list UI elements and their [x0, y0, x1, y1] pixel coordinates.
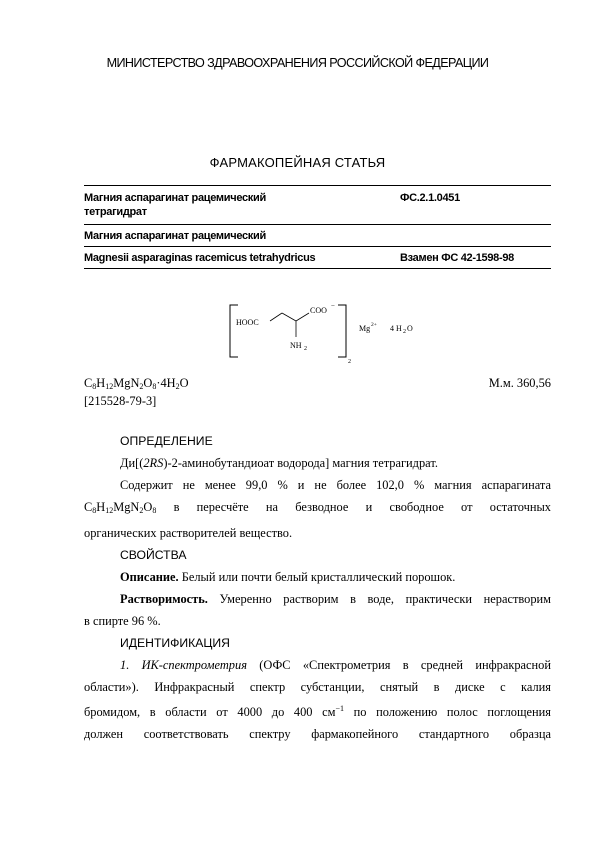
replaces-text: Взамен ФС 42-1598-98 — [400, 252, 514, 264]
description-text: Описание. Белый или почти белый кристаллический порошок. — [120, 570, 456, 584]
definition-heading: ОПРЕДЕЛЕНИЕ — [120, 434, 213, 448]
ministry-header: МИНИСТЕРСТВО ЗДРАВООХРАНЕНИЯ РОССИЙСКОЙ ФЕДЕРАЦИИ — [106, 56, 489, 70]
table-top-rule — [84, 185, 551, 186]
nh-subscript: 2 — [304, 346, 307, 352]
solubility-line-1: Растворимость. Умеренно растворим в воде, практически нерастворим — [120, 592, 551, 606]
coo-charge: − — [331, 302, 335, 310]
nh-label: NH — [290, 341, 302, 350]
molecular-formula: $C_8H_{12}MgN_2O_8\cdot 4H_2O$ — [84, 376, 189, 391]
molar-mass: М.м. 360,56 — [488, 376, 551, 390]
ir-line-4: должен соответствовать спектру фармакопейного стандартного образца — [84, 727, 551, 741]
content-line-3: органических растворителей вещество. — [84, 526, 293, 540]
coo-label: COO — [310, 306, 327, 315]
water-subscript: 2 — [403, 329, 406, 335]
cas-number: [215528-79-3] — [84, 394, 157, 408]
definition-text: Ди[(2RS)-2-аминобутандиоат водорода] магния тетрагидрат. — [120, 456, 438, 470]
table-bottom-rule — [84, 268, 551, 269]
ir-line-2: области»). Инфракрасный спектр субстанции, снятый в диске с калия — [84, 680, 551, 694]
water-oxygen: O — [407, 324, 413, 333]
monograph-code: ФС.2.1.0451 — [400, 192, 460, 204]
formula-bonds — [270, 313, 309, 337]
structural-formula — [220, 295, 450, 375]
content-line-1: Содержит не менее 99,0 % и не более 102,0 % магния аспарагината — [120, 478, 551, 492]
properties-heading: СВОЙСТВА — [120, 548, 187, 562]
table-rule-3 — [84, 246, 551, 247]
bracket-subscript: 2 — [348, 359, 351, 365]
ir-line-1: 1. ИК-спектрометрия (ОФС «Спектрометрия в средней инфракрасной — [120, 658, 551, 672]
mg-label: Mg — [359, 324, 371, 333]
solubility-line-2: в спирте 96 %. — [84, 614, 161, 628]
substance-name-ru-short: Магния аспарагинат рацемический — [84, 230, 266, 242]
content-line-2: $C_8H_{12}MgN_2O_8$ в пересчёте на безводное и свободное от остаточных — [84, 500, 551, 515]
identification-heading: ИДЕНТИФИКАЦИЯ — [120, 636, 230, 650]
document-title: ФАРМАКОПЕЙНАЯ СТАТЬЯ — [209, 155, 386, 170]
monograph-body — [84, 430, 551, 745]
water-label: 4 H — [390, 324, 402, 333]
ir-line-3: бромидом, в области от 4000 до 400 $см^{-1}$ по положению полос поглощения — [84, 704, 551, 719]
mg-charge: 2+ — [371, 322, 377, 328]
hooc-label: HOOC — [236, 318, 259, 327]
formula-brackets — [230, 305, 346, 357]
substance-name-lat: Magnesii asparaginas racemicus tetrahydricus — [84, 252, 316, 264]
table-rule-2 — [84, 224, 551, 225]
substance-name-ru: Магния аспарагинат рацемический тетрагидрат — [84, 192, 266, 218]
